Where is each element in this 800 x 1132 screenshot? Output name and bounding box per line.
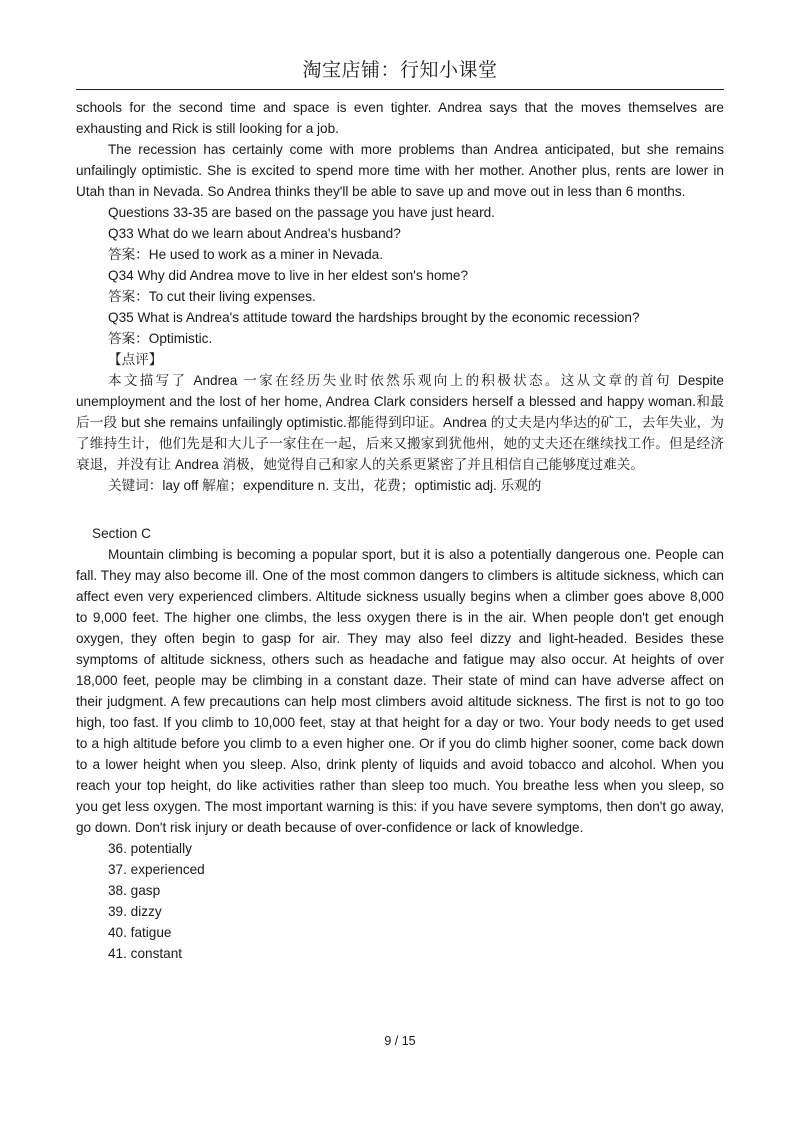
question-35: Q35 What is Andrea's attitude toward the hardships brought by the economic recession?	[108, 310, 640, 325]
answer-item: 39. dizzy	[108, 904, 162, 919]
page-header-title: 淘宝店铺：行知小课堂	[302, 60, 498, 81]
review-heading: 【点评】	[108, 352, 163, 367]
header-divider	[76, 89, 724, 90]
keywords-line: 关键词：lay off 解雇；expenditure n. 支出，花费；optimistic adj. 乐观的	[108, 478, 542, 493]
answer-item: 37. experienced	[108, 862, 205, 877]
questions-intro: Questions 33-35 are based on the passage you have just heard.	[108, 205, 495, 220]
answer-33: 答案：He used to work as a miner in Nevada.	[108, 247, 384, 262]
question-33: Q33 What do we learn about Andrea's husband?	[108, 226, 401, 241]
question-34: Q34 Why did Andrea move to live in her eldest son's home?	[108, 268, 469, 283]
answer-34: 答案：To cut their living expenses.	[108, 289, 316, 304]
paragraph-continuation: schools for the second time and space is even tighter. Andrea says that the moves themselves are exhausting and Rick is still looking for a job.	[76, 100, 724, 136]
answer-35: 答案：Optimistic.	[108, 331, 213, 346]
review-text: 本文描写了 Andrea 一家在经历失业时依然乐观向上的积极状态。这从文章的首句 Despite unemployment and the lost of her home, Andrea Clark considers herself a blessed and happy woman.和最后一段 but she remains unfailingly optimistic.都能得到印证。Andrea 的丈夫是内华达的矿工，去年失业，为了维持生计，他们先是和大儿子一家住在一起，后来又搬家到犹他州，她的丈夫还在继续找工作。但是经济衰退，并没有让 Andrea 消极，她觉得自己和家人的关系更紧密了并且相信自己能够度过难关。	[76, 373, 724, 472]
answer-item: 36. potentially	[108, 841, 192, 856]
section-c-passage: Mountain climbing is becoming a popular sport, but it is also a potentially dangerous one. People can fall. They may also become ill. One of the most common dangers to climbers is altitude sickness, which can affect even very experienced climbers. Altitude sickness usually begins when a climber goes above 8,000 to 9,000 feet. The higher one climbs, the less oxygen there is in the air. When people don't get enough oxygen, they often begin to gasp for air. They may also feel dizzy and light-headed. Besides these symptoms of altitude sickness, others such as headache and fatigue may also occur. At heights of over 18,000 feet, people may be climbing in a constant daze. Their state of mind can have adverse affect on their judgment. A few precautions can help most climbers avoid altitude sickness. The first is not to go too high, too fast. If you climb to 10,000 feet, stay at that height for a day or two. Your body needs to get used to a high altitude before you climb to a even higher one. Or if you do climb higher sooner, come back down to a lower height when you sleep. Also, drink plenty of liquids and avoid tobacco and alcohol. When you reach your top height, do like activities rather than sleep too much. You breathe less when you sleep, so you get less oxygen. The most important warning is this: if you have severe symptoms, then don't go away, go down. Don't risk injury or death because of over-confidence or lack of knowledge.	[76, 547, 724, 835]
answer-item: 40. fatigue	[108, 925, 172, 940]
answer-item: 38. gasp	[108, 883, 161, 898]
document-body	[76, 97, 724, 964]
paragraph-recession: The recession has certainly come with more problems than Andrea anticipated, but she remains unfailingly optimistic. She is excited to spend more time with her mother. Another plus, rents are lower in Utah than in Nevada. So Andrea thinks they'll be able to save up and move out in less than 6 months.	[76, 142, 724, 199]
section-c-title: Section C	[92, 526, 151, 541]
answer-item: 41. constant	[108, 946, 183, 961]
section-spacer	[76, 496, 724, 523]
page-number: 9 / 15	[384, 1034, 416, 1048]
